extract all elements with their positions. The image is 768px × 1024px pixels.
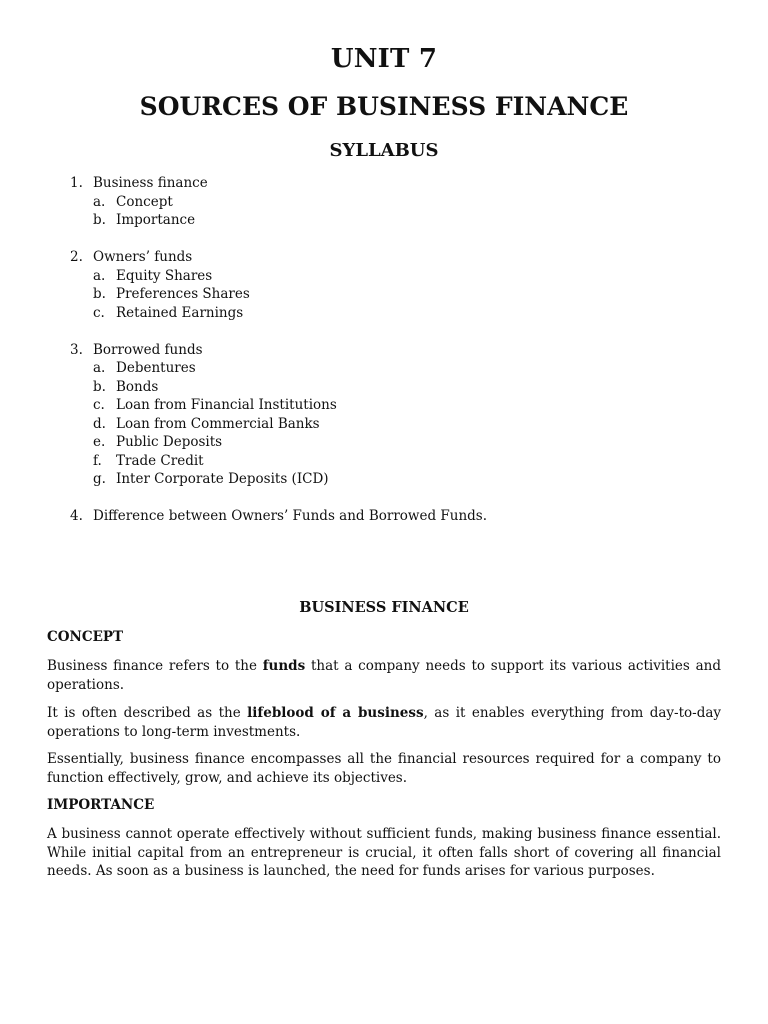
- sub-item-letter: a.: [93, 193, 106, 210]
- sub-item: [0, 359, 768, 378]
- sub-item-label: Equity Shares: [116, 267, 213, 284]
- sub-item-label: Trade Credit: [116, 452, 204, 469]
- list-item: [0, 341, 768, 360]
- sub-item-label: Bonds: [116, 378, 159, 395]
- sub-item: [0, 285, 768, 304]
- item-label: Business finance: [93, 175, 208, 191]
- concept-paragraph-2: [47, 704, 721, 741]
- sub-item: [0, 267, 768, 286]
- sub-item: [0, 415, 768, 434]
- sub-item: [0, 304, 768, 323]
- syllabus-heading: SYLLABUS: [329, 140, 439, 161]
- sub-item: [0, 452, 768, 471]
- sub-item: [0, 211, 768, 230]
- text-run: , as it enables everything from day-to-day operations to long-term investments.: [47, 705, 722, 740]
- item-number: 2.: [70, 249, 83, 265]
- sub-item: [0, 433, 768, 452]
- bold-term: lifeblood of a business: [247, 705, 424, 721]
- list-item: [0, 174, 768, 193]
- item-label: Difference between Owners’ Funds and Borrowed Funds.: [93, 508, 488, 524]
- importance-paragraph: A business cannot operate effectively without sufficient funds, making business finance essential. While initial capital from an entrepreneur is crucial, it often falls short of covering all financial needs. As soon as a business is launched, the need for funds arises for various purposes.: [47, 826, 721, 879]
- syllabus-section-2: [0, 248, 768, 322]
- sub-item-letter: d.: [93, 415, 106, 432]
- concept-heading: CONCEPT: [47, 629, 124, 645]
- sub-item: [0, 470, 768, 489]
- sub-item: [0, 378, 768, 397]
- syllabus-section-4: [0, 507, 768, 526]
- sub-item-letter: e.: [93, 434, 106, 450]
- sub-item-letter: b.: [93, 212, 106, 228]
- sub-item-label: Inter Corporate Deposits (ICD): [116, 471, 329, 487]
- sub-item: [0, 396, 768, 415]
- sub-item-letter: g.: [93, 471, 106, 487]
- sub-item-label: Retained Earnings: [116, 304, 244, 321]
- sub-item-label: Public Deposits: [116, 434, 223, 450]
- sub-item-label: Debentures: [116, 360, 196, 376]
- sub-item: [0, 193, 768, 212]
- text-run: It is often described as the: [47, 705, 248, 721]
- syllabus-section-3: [0, 341, 768, 489]
- item-number: 3.: [70, 341, 83, 358]
- sub-item-letter: c.: [93, 397, 105, 413]
- concept-paragraph-3: Essentially, business finance encompasses all the financial resources required for a company to function effectively, grow, and achieve its objectives.: [47, 751, 721, 786]
- item-label: Borrowed funds: [93, 341, 203, 358]
- item-number: 4.: [70, 508, 83, 524]
- list-item: [0, 507, 768, 526]
- sub-item-label: Preferences Shares: [116, 286, 250, 302]
- text-run: that a company needs to support its various activities and operations.: [47, 658, 721, 693]
- page-title: SOURCES OF BUSINESS FINANCE: [139, 92, 629, 121]
- sub-item-letter: c.: [93, 304, 105, 321]
- importance-heading: IMPORTANCE: [47, 797, 155, 813]
- sub-item-label: Loan from Financial Institutions: [116, 397, 337, 413]
- sub-item-letter: f.: [93, 452, 102, 469]
- item-label: Owners’ funds: [93, 249, 193, 265]
- sub-item-label: Importance: [116, 212, 196, 228]
- concept-paragraph-1: [47, 657, 721, 694]
- unit-title: UNIT 7: [330, 44, 438, 74]
- sub-item-label: Loan from Commercial Banks: [116, 415, 320, 432]
- syllabus-list: [0, 174, 768, 544]
- business-finance-heading: BUSINESS FINANCE: [299, 599, 469, 616]
- sub-item-letter: b.: [93, 286, 106, 302]
- sub-item-letter: b.: [93, 378, 106, 395]
- sub-item-label: Concept: [116, 193, 173, 210]
- syllabus-section-1: [0, 174, 768, 230]
- text-run: Business finance refers to the: [47, 658, 263, 674]
- bold-term: funds: [262, 658, 306, 674]
- sub-item-letter: a.: [93, 267, 106, 284]
- list-item: [0, 248, 768, 267]
- item-number: 1.: [70, 175, 83, 191]
- sub-item-letter: a.: [93, 360, 106, 376]
